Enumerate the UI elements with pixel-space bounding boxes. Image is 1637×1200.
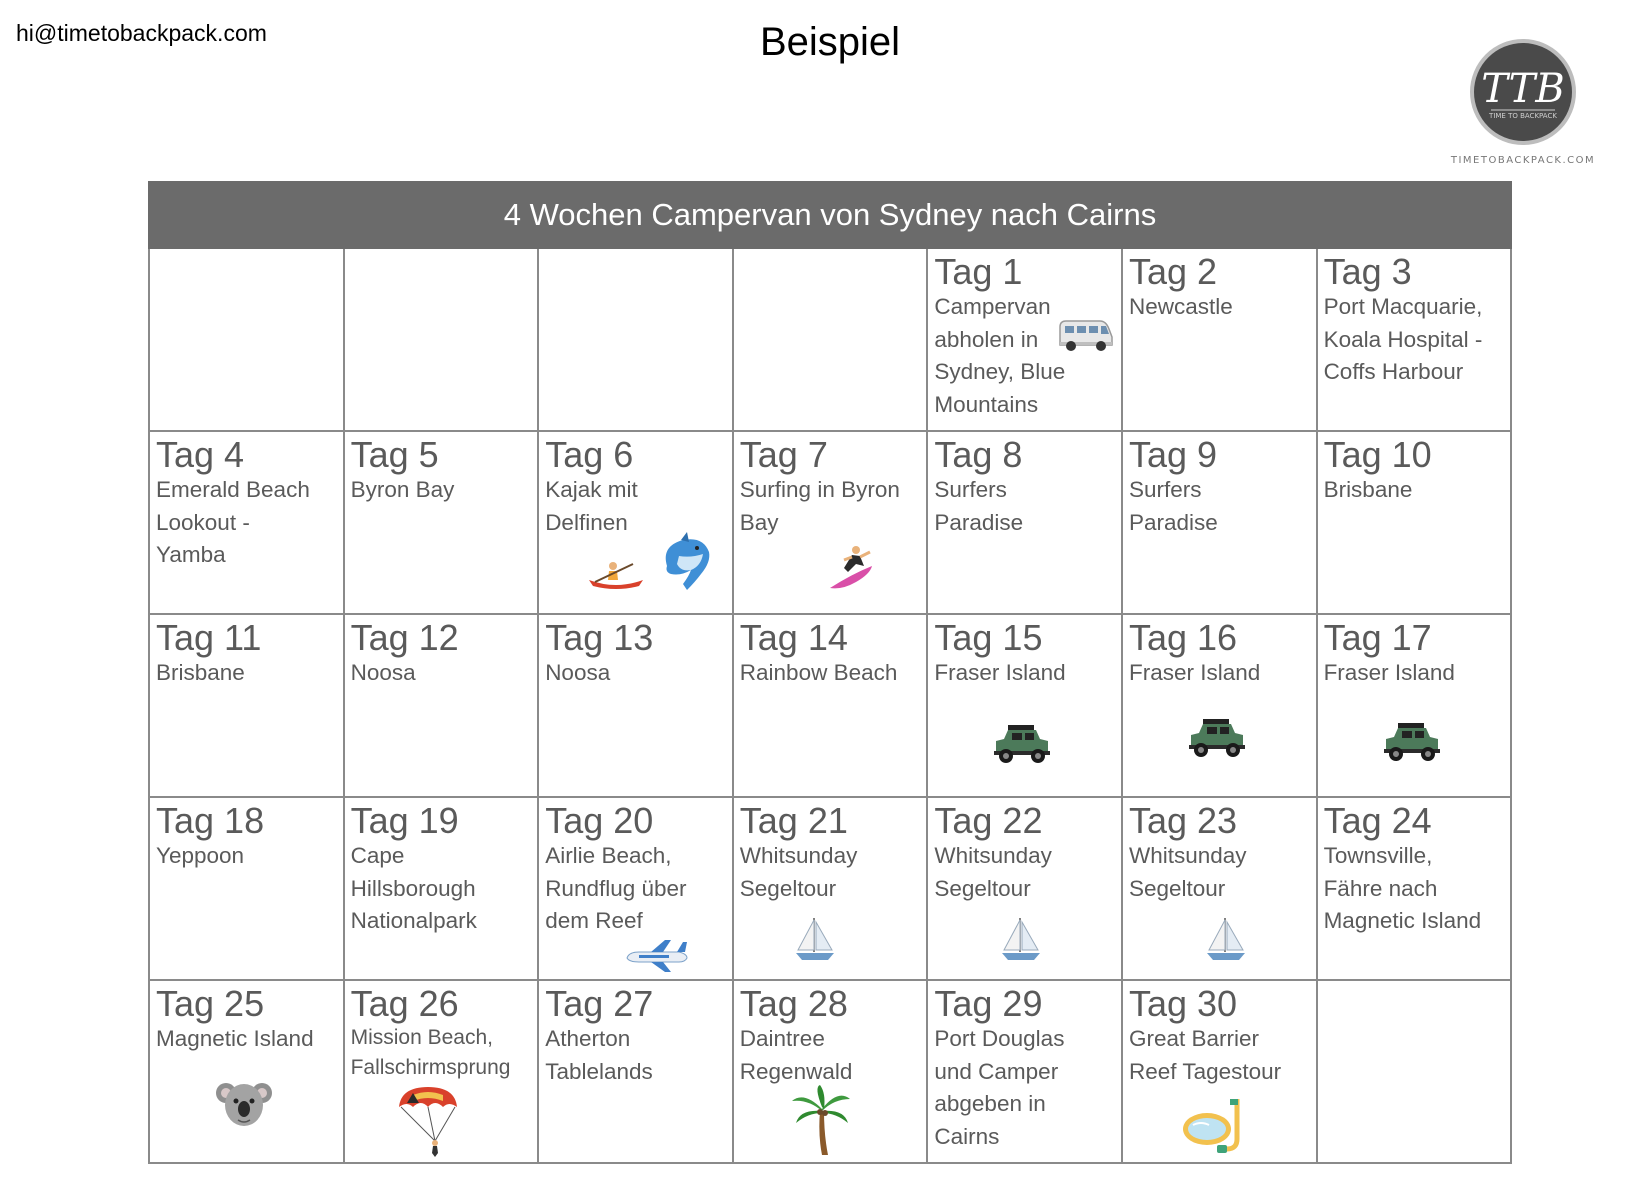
day-label: Tag 5 <box>350 434 439 475</box>
day-label: Tag 18 <box>156 800 265 841</box>
day-description: Campervan abholen in Sydney, Blue Mountains <box>934 294 1066 417</box>
day-description: Noosa <box>545 660 611 685</box>
empty-cell <box>1317 980 1511 1163</box>
day-cell <box>927 614 1122 797</box>
day-description: Brisbane <box>156 660 245 685</box>
day-cell <box>1122 431 1317 614</box>
day-description: Cape Hillsborough Nationalpark <box>350 843 477 933</box>
day-cell <box>1317 797 1511 980</box>
day-label: Tag 22 <box>934 800 1043 841</box>
day-label: Tag 10 <box>1323 434 1432 475</box>
itinerary-calendar <box>148 181 1512 1164</box>
palm-tree-icon <box>790 1085 852 1157</box>
day-label: Tag 25 <box>156 983 265 1024</box>
day-cell <box>538 797 733 980</box>
empty-cell <box>344 248 539 431</box>
day-cell <box>733 614 928 797</box>
day-label: Tag 23 <box>1128 800 1238 841</box>
page-title: Beispiel <box>759 20 901 64</box>
day-description: Yeppoon <box>156 843 245 868</box>
ttb-logo <box>1441 38 1603 170</box>
day-cell <box>927 797 1122 980</box>
day-description: Surfers Paradise <box>1128 477 1218 535</box>
day-cell <box>538 431 733 614</box>
day-label: Tag 11 <box>156 617 262 658</box>
sailboat-icon <box>792 916 838 962</box>
day-label: Tag 4 <box>156 434 245 475</box>
empty-cell <box>149 248 344 431</box>
day-label: Tag 29 <box>934 983 1043 1024</box>
day-cell <box>344 614 539 797</box>
day-cell <box>149 980 344 1163</box>
day-label: Tag 1 <box>934 251 1023 292</box>
day-description: Port Douglas und Camper abgeben in Cairns <box>934 1026 1065 1149</box>
day-description: Fraser Island <box>1323 660 1455 685</box>
day-label: Tag 6 <box>545 434 634 475</box>
contact-email: hi@timetobackpack.com <box>16 20 267 46</box>
day-label: Tag 17 <box>1323 617 1432 658</box>
day-description: Fraser Island <box>1128 660 1261 685</box>
day-description: Daintree Regenwald <box>739 1026 853 1084</box>
day-description: Atherton Tablelands <box>545 1026 653 1084</box>
day-label: Tag 12 <box>350 617 459 658</box>
day-cell <box>1122 248 1317 431</box>
day-description: Airlie Beach, Rundflug über dem Reef <box>545 843 687 933</box>
day-label: Tag 13 <box>545 617 654 658</box>
day-cell <box>538 980 733 1163</box>
day-label: Tag 26 <box>350 983 459 1024</box>
day-cell <box>538 614 733 797</box>
empty-cell <box>538 248 733 431</box>
day-description: Magnetic Island <box>156 1026 314 1051</box>
day-cell <box>1122 980 1317 1163</box>
day-description: Surfing in Byron Bay <box>739 477 900 535</box>
day-description: Whitsunday Segeltour <box>934 843 1052 901</box>
day-cell <box>149 797 344 980</box>
day-label: Tag 2 <box>1128 251 1218 292</box>
day-label: Tag 27 <box>545 983 654 1024</box>
day-description: Port Macquarie, Koala Hospital - Coffs Harbour <box>1323 294 1483 384</box>
sailboat-icon <box>1203 916 1249 962</box>
day-description: Kajak mit Delfinen <box>545 477 638 535</box>
sailboat-icon <box>998 916 1044 962</box>
day-description: Newcastle <box>1128 294 1233 319</box>
campervan-icon <box>1056 315 1114 355</box>
day-description: Emerald Beach Lookout - Yamba <box>156 477 310 567</box>
day-description: Surfers Paradise <box>934 477 1024 535</box>
jeep-icon <box>1380 721 1442 763</box>
day-cell <box>1122 614 1317 797</box>
day-description: Brisbane <box>1323 477 1413 502</box>
day-label: Tag 28 <box>739 983 848 1024</box>
day-label: Tag 15 <box>934 617 1043 658</box>
logo-subtitle: TIME TO BACKPACK <box>1489 112 1557 120</box>
day-label: Tag 21 <box>739 800 848 841</box>
parachute-icon <box>397 1085 459 1159</box>
day-cell <box>1122 797 1317 980</box>
day-label: Tag 24 <box>1323 800 1432 841</box>
day-label: Tag 20 <box>545 800 654 841</box>
day-label: Tag 14 <box>739 617 848 658</box>
jeep-icon <box>990 723 1052 765</box>
logo-caption: TIMETOBACKPACK.COM <box>1450 155 1596 166</box>
day-cell <box>733 980 928 1163</box>
empty-cell <box>733 248 928 431</box>
day-cell <box>733 797 928 980</box>
surfer-icon <box>826 544 876 594</box>
day-description: Whitsunday Segeltour <box>1128 843 1247 901</box>
day-cell <box>344 980 539 1163</box>
day-description: Noosa <box>350 660 416 685</box>
day-cell <box>927 980 1122 1163</box>
day-label: Tag 30 <box>1128 983 1238 1024</box>
day-cell <box>149 614 344 797</box>
day-description: Byron Bay <box>350 477 455 502</box>
day-label: Tag 19 <box>350 800 459 841</box>
day-label: Tag 9 <box>1128 434 1218 475</box>
day-description: Townsville, Fähre nach Magnetic Island <box>1323 843 1482 933</box>
kayak-icon <box>587 560 645 592</box>
day-cell <box>1317 248 1511 431</box>
airplane-icon <box>625 938 689 974</box>
day-description: Mission Beach, Fallschirmsprung <box>350 1026 511 1079</box>
jeep-icon <box>1185 717 1247 759</box>
koala-icon <box>216 1077 272 1129</box>
day-cell <box>733 431 928 614</box>
snorkel-icon <box>1181 1099 1243 1155</box>
day-label: Tag 16 <box>1128 617 1238 658</box>
day-label: Tag 8 <box>934 434 1023 475</box>
day-cell <box>344 797 539 980</box>
day-description: Rainbow Beach <box>739 660 898 685</box>
day-label: Tag 7 <box>739 434 828 475</box>
day-cell <box>1317 431 1511 614</box>
day-cell <box>927 248 1122 431</box>
day-description: Whitsunday Segeltour <box>739 843 858 901</box>
dolphin-icon <box>657 532 713 596</box>
calendar-title: 4 Wochen Campervan von Sydney nach Cairns <box>149 182 1511 248</box>
day-description: Great Barrier Reef Tagestour <box>1128 1026 1282 1084</box>
day-cell <box>344 431 539 614</box>
day-label: Tag 3 <box>1323 251 1412 292</box>
day-cell <box>149 431 344 614</box>
day-description: Fraser Island <box>934 660 1066 685</box>
day-cell <box>1317 614 1511 797</box>
logo-text: TTB <box>1481 66 1565 112</box>
day-cell <box>927 431 1122 614</box>
